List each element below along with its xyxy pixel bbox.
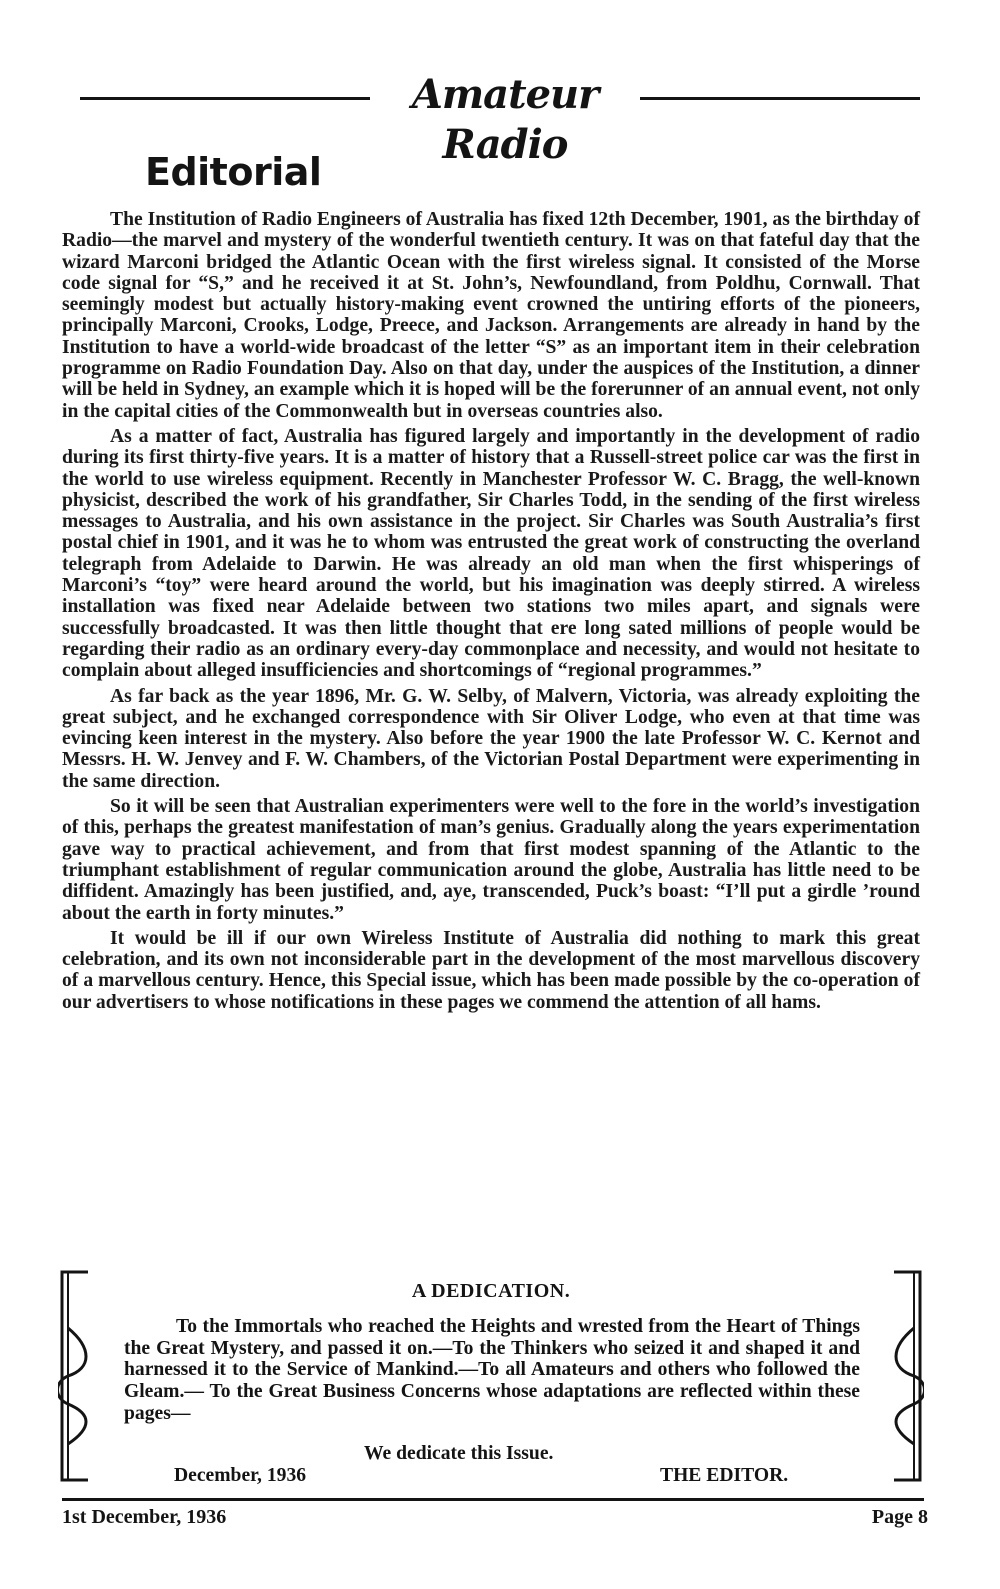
dedication-text: To the Immortals who reached the Heights and wrested from the Heart of Things the Great Mystery, and passed it on.—To the Thinkers who seized it and shaped it and harnessed it to the Service of Mankind.—To all Amateurs and others who followed the Gleam.— To the Great Business Concerns whose adaptations are reflected within these pages—	[124, 1316, 860, 1424]
page-number: Page 8	[871, 1506, 928, 1528]
masthead-logo: Amateur Radio	[411, 71, 599, 168]
page-title: Editorial	[145, 150, 322, 194]
masthead	[80, 70, 920, 168]
dedication-date: December, 1936	[174, 1465, 307, 1486]
footer-date: 1st December, 1936	[62, 1506, 227, 1528]
editorial-paragraph-1: The Institution of Radio Engineers of Australia has fixed 12th December, 1901, as the birthday of Radio—the marvel and mystery of the wonderful twentieth century. It was on that fateful day that the wizard Marconi bridged the Atlantic Ocean with the first wireless signal. It consisted of the Morse code signal for “S,” and he received it at St. John’s, Newfoundland, from Poldhu, Cornwall. That seemingly modest but actually history-making event crowned the untiring efforts of the pioneers, principally Marconi, Crooks, Lodge, Preece, and Jackson. Arrangements are already in hand by the Institution to have a world-wide broadcast of the letter “S” as an important item in their celebration programme on Radio Foundation Day. Also on that day, under the auspices of the Institution, a dinner will be held in Sydney, an example which it is hoped will be the forerunner of an annual event, not only in the capital cities of the Commonwealth but in overseas countries also.	[62, 209, 920, 422]
masthead-rule-right	[640, 97, 920, 100]
masthead-rule-left	[80, 97, 370, 100]
dedication-body	[124, 1316, 860, 1425]
footer-rule	[62, 1498, 924, 1501]
dedication-signature: THE EDITOR.	[660, 1465, 789, 1486]
editorial-paragraph-2: As a matter of fact, Australia has figured largely and importantly in the development of radio during its first thirty-five years. It is a matter of history that a Russell-street police car was the first in the world to use wireless equipment. Recently in Manchester Professor W. C. Bragg, the well-known physicist, described the work of his grandfather, Sir Charles Todd, in the sending of the first wireless messages to Australia, and his own assistance in the project. Sir Charles was South Australia’s first postal chief in 1901, and it was he to whom was entrusted the great work of constructing the overland telegraph from Adelaide to Darwin. He was already an old man when the first whisperings of Marconi’s “toy” were heard around the world, but his imagination was deeply stirred. A wireless installation was fixed near Adelaide between two stations two miles apart, and signals were successfully broadcasted. It was then little thought that ere long sated millions of people would be regarding their radio as an ordinary every-day commonplace and necessity, and would not hesitate to complain about alleged insufficiencies and shortcomings of “regional programmes.”	[62, 425, 920, 682]
dedication-dedicate-line: We dedicate this Issue.	[364, 1443, 554, 1464]
dedication-box	[58, 1268, 924, 1484]
right-ornamental-bracket-icon	[884, 1268, 924, 1484]
editorial-paragraph-3: As far back as the year 1896, Mr. G. W. Selby, of Malvern, Victoria, was already exploiting the great subject, and he exchanged correspondence with Sir Oliver Lodge, who even at that time was evincing keen interest in the mystery. Also before the year 1900 the late Professor W. C. Kernot and Messrs. H. W. Jenvey and F. W. Chambers, of the Victorian Postal Department were experimenting in the same direction.	[62, 685, 920, 792]
dedication-heading: A DEDICATION.	[411, 1280, 571, 1302]
editorial-paragraph-5: It would be ill if our own Wireless Institute of Australia did nothing to mark this great celebration, and its own not inconsiderable part in the development of the most marvellous discovery of a marvellous century. Hence, this Special issue, which has been made possible by the co-operation of our advertisers to whose notifications in these pages we commend the attention of all hams.	[62, 927, 920, 1013]
editorial-paragraph-4: So it will be seen that Australian experimenters were well to the fore in the world’s investigation of this, perhaps the greatest manifestation of man’s genius. Gradually along the years experimentation gave way to practical achievement, and from that first modest spanning of the Atlantic to the triumphant establishment of regular communication around the globe, Australia has little need to be diffident. Amazingly has been justified, and, aye, transcended, Puck’s boast: “I’ll put a girdle ’round about the earth in forty minutes.”	[62, 796, 920, 924]
editorial-article	[62, 209, 920, 1017]
